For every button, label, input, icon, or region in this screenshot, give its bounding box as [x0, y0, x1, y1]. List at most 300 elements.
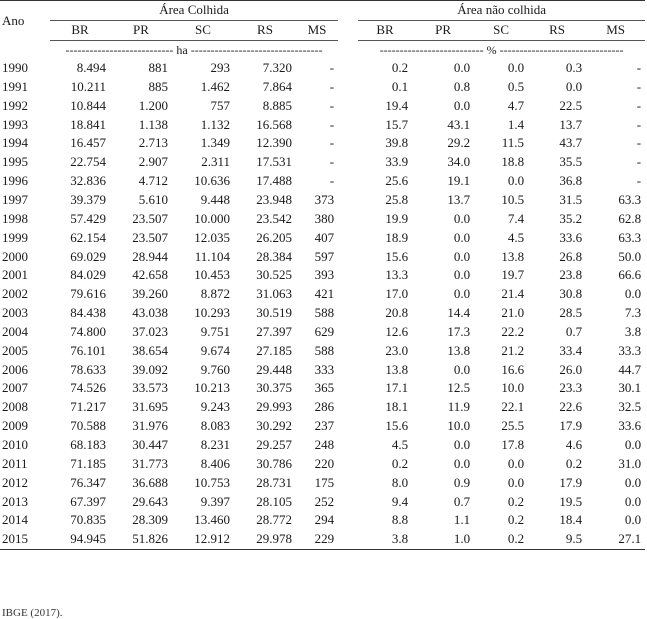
nao-colhida-cell: 22.6 — [559, 399, 583, 415]
col-header: MS — [296, 20, 338, 40]
table-row — [0, 228, 645, 247]
nao-colhida-cell: 0.0 — [507, 474, 525, 490]
nao-colhida-cell: 0.0 — [624, 436, 642, 452]
colhida-cell: 30.525 — [256, 267, 292, 283]
source-note: IBGE (2017). — [2, 607, 63, 619]
nao-colhida-cell: 4.5 — [391, 436, 409, 452]
gap-cell — [338, 228, 358, 247]
colhida-cell: 29.643 — [132, 493, 168, 509]
year-cell: 1992 — [2, 97, 28, 113]
colhida-cell: 294 — [314, 512, 335, 528]
table-row — [0, 134, 645, 153]
nao-colhida-cell: 13.3 — [385, 267, 409, 283]
colhida-cell: 70.835 — [70, 512, 106, 528]
colhida-cell: - — [329, 154, 335, 170]
nao-colhida-cell: 3.8 — [358, 530, 412, 549]
colhida-cell: - — [329, 78, 335, 94]
nao-colhida-cell: 0.0 — [453, 229, 471, 245]
table-row — [0, 266, 645, 285]
colhida-cell: 84.438 — [70, 305, 106, 321]
colhida-cell: 8.083 — [200, 418, 230, 434]
colhida-cell: 39.260 — [132, 286, 168, 302]
nao-colhida-cell: 25.8 — [385, 192, 409, 208]
table-row — [0, 436, 645, 455]
colhida-cell: 229 — [296, 530, 338, 549]
nao-colhida-cell: 0.0 — [453, 60, 471, 76]
gap-cell — [338, 20, 358, 40]
nao-colhida-cell: - — [636, 154, 642, 170]
nao-colhida-cell: 19.4 — [385, 97, 409, 113]
colhida-cell: 237 — [314, 418, 335, 434]
nao-colhida-cell: 34.0 — [447, 154, 471, 170]
colhida-cell: 18.841 — [70, 116, 106, 132]
nao-colhida-cell: 21.2 — [501, 342, 525, 358]
year-cell: 1991 — [2, 78, 28, 94]
colhida-cell: 10.636 — [194, 173, 230, 189]
colhida-cell: 10.211 — [70, 78, 106, 94]
colhida-cell: 380 — [314, 210, 335, 226]
nao-colhida-cell: 26.8 — [559, 248, 583, 264]
colhida-cell: 629 — [314, 323, 335, 339]
colhida-cell: 28.384 — [256, 248, 292, 264]
nao-colhida-cell: 0.0 — [453, 436, 471, 452]
nao-colhida-cell: 12.6 — [385, 323, 409, 339]
colhida-cell: 23.948 — [256, 192, 292, 208]
nao-colhida-cell: 15.7 — [385, 116, 409, 132]
colhida-cell: 10.213 — [194, 380, 230, 396]
nao-colhida-cell: 62.8 — [618, 210, 642, 226]
colhida-cell: 365 — [314, 380, 335, 396]
nao-colhida-cell: 0.0 — [507, 60, 525, 76]
group-header-nao-colhida: Área não colhida — [358, 1, 645, 21]
nao-colhida-cell: 19.9 — [385, 210, 409, 226]
nao-colhida-cell: 32.5 — [618, 399, 642, 415]
nao-colhida-cell: 17.8 — [501, 436, 525, 452]
table-row — [0, 78, 645, 97]
colhida-cell: - — [329, 173, 335, 189]
year-cell: 2005 — [2, 342, 28, 358]
nao-colhida-cell: 13.8 — [501, 248, 525, 264]
nao-colhida-cell: 23.8 — [559, 267, 583, 283]
nao-colhida-cell: - — [636, 116, 642, 132]
nao-colhida-cell: 13.8 — [447, 342, 471, 358]
colhida-cell: 4.712 — [138, 173, 168, 189]
nao-colhida-cell: 7.3 — [624, 305, 642, 321]
year-cell: 1998 — [2, 210, 28, 226]
gap-cell — [338, 323, 358, 342]
colhida-cell: 2.311 — [201, 154, 230, 170]
nao-colhida-cell: 7.4 — [507, 210, 525, 226]
table-row — [0, 323, 645, 342]
colhida-cell: 10.844 — [70, 97, 106, 113]
nao-colhida-cell: 0.2 — [507, 512, 525, 528]
nao-colhida-cell: 50.0 — [618, 248, 642, 264]
colhida-cell: 588 — [314, 342, 335, 358]
ano-header: Ano — [0, 1, 50, 41]
colhida-cell: 31.063 — [256, 286, 292, 302]
gap-cell — [338, 473, 358, 492]
colhida-cell: 373 — [314, 192, 335, 208]
nao-colhida-cell: 10.0 — [501, 380, 525, 396]
nao-colhida-cell: 19.7 — [501, 267, 525, 283]
colhida-cell: 67.397 — [70, 493, 106, 509]
colhida-cell: 78.633 — [70, 361, 106, 377]
nao-colhida-cell: 0.0 — [624, 512, 642, 528]
col-header: BR — [50, 20, 110, 40]
nao-colhida-cell: 18.1 — [385, 399, 409, 415]
nao-colhida-cell: 0.2 — [391, 60, 409, 76]
col-header: BR — [358, 20, 412, 40]
nao-colhida-cell: 21.4 — [501, 286, 525, 302]
table-row — [0, 247, 645, 266]
nao-colhida-cell: 35.5 — [559, 154, 583, 170]
colhida-cell: 76.101 — [70, 342, 106, 358]
table-row — [0, 191, 645, 210]
colhida-cell: 7.864 — [262, 78, 292, 94]
nao-colhida-cell: 29.2 — [447, 135, 471, 151]
colhida-cell: 7.320 — [262, 60, 292, 76]
nao-colhida-cell: 0.0 — [624, 474, 642, 490]
nao-colhida-cell: 63.3 — [618, 192, 642, 208]
gap-cell — [338, 59, 358, 78]
colhida-cell: 37.023 — [132, 323, 168, 339]
colhida-cell: 17.531 — [256, 154, 292, 170]
colhida-cell: 29.448 — [256, 361, 292, 377]
colhida-cell: 1.138 — [138, 116, 168, 132]
nao-colhida-cell: 4.6 — [565, 436, 583, 452]
nao-colhida-cell: 35.2 — [559, 210, 583, 226]
colhida-cell: 32.836 — [70, 173, 106, 189]
nao-colhida-cell: 66.6 — [618, 267, 642, 283]
year-cell: 1996 — [2, 173, 28, 189]
unit-row — [0, 40, 645, 59]
colhida-cell: 29.257 — [256, 436, 292, 452]
table-row — [0, 398, 645, 417]
nao-colhida-cell: 17.0 — [385, 286, 409, 302]
col-header: PR — [412, 20, 474, 40]
colhida-cell: 407 — [314, 229, 335, 245]
nao-colhida-cell: 0.5 — [507, 78, 525, 94]
nao-colhida-cell: 0.2 — [391, 455, 409, 471]
nao-colhida-cell: 9.5 — [528, 530, 586, 549]
nao-colhida-cell: 28.5 — [559, 305, 583, 321]
colhida-cell: 28.731 — [256, 474, 292, 490]
colhida-cell: 70.588 — [70, 418, 106, 434]
colhida-cell: 8.231 — [200, 436, 230, 452]
colhida-cell: 27.397 — [256, 323, 292, 339]
colhida-cell: 28.772 — [256, 512, 292, 528]
colhida-cell: 30.447 — [132, 436, 168, 452]
nao-colhida-cell: 44.7 — [618, 361, 642, 377]
nao-colhida-cell: 39.8 — [385, 135, 409, 151]
colhida-cell: 31.695 — [132, 399, 168, 415]
colhida-cell: 885 — [148, 78, 168, 94]
colhida-cell: 30.375 — [256, 380, 292, 396]
colhida-cell: 175 — [314, 474, 335, 490]
gap-cell — [338, 436, 358, 455]
nao-colhida-cell: 13.7 — [447, 192, 471, 208]
colhida-cell: 28.309 — [132, 512, 168, 528]
colhida-cell: - — [329, 116, 335, 132]
gap-cell — [338, 153, 358, 172]
nao-colhida-cell: 13.7 — [559, 116, 583, 132]
colhida-cell: 76.347 — [70, 474, 106, 490]
nao-colhida-cell: 0.7 — [565, 323, 583, 339]
nao-colhida-cell: 9.4 — [391, 493, 409, 509]
gap-cell — [338, 78, 358, 97]
colhida-cell: 31.976 — [132, 418, 168, 434]
gap-cell — [338, 247, 358, 266]
nao-colhida-cell: 12.5 — [447, 380, 471, 396]
nao-colhida-cell: 22.2 — [501, 323, 525, 339]
colhida-cell: - — [329, 97, 335, 113]
colhida-cell: 881 — [148, 60, 168, 76]
colhida-cell: 9.243 — [200, 399, 230, 415]
colhida-cell: 71.185 — [70, 455, 106, 471]
colhida-cell: 33.573 — [132, 380, 168, 396]
nao-colhida-cell: 0.2 — [507, 493, 525, 509]
colhida-cell: 10.753 — [194, 474, 230, 490]
colhida-cell: 31.773 — [132, 455, 168, 471]
colhida-cell: 51.826 — [110, 530, 172, 549]
nao-colhida-cell: 0.0 — [507, 173, 525, 189]
nao-colhida-cell: 22.1 — [501, 399, 525, 415]
year-cell: 1993 — [2, 116, 28, 132]
nao-colhida-cell: 0.0 — [453, 248, 471, 264]
year-cell: 2010 — [2, 436, 28, 452]
colhida-cell: 10.000 — [194, 210, 230, 226]
colhida-cell: 28.944 — [132, 248, 168, 264]
col-header: PR — [110, 20, 172, 40]
nao-colhida-cell: 10.0 — [447, 418, 471, 434]
colhida-cell: 94.945 — [50, 530, 110, 549]
year-cell: 1995 — [2, 154, 28, 170]
nao-colhida-cell: 63.3 — [618, 229, 642, 245]
year-cell: 2012 — [2, 474, 28, 490]
unit-percent: -------------------------- % ------------------------------- — [379, 42, 624, 57]
colhida-cell: 10.293 — [194, 305, 230, 321]
nao-colhida-cell: 43.1 — [447, 116, 471, 132]
colhida-cell: 8.406 — [200, 455, 230, 471]
colhida-cell: 39.092 — [132, 361, 168, 377]
nao-colhida-cell: 0.2 — [474, 530, 528, 549]
gap-cell — [338, 304, 358, 323]
colhida-cell: 1.200 — [138, 97, 168, 113]
nao-colhida-cell: 23.0 — [385, 342, 409, 358]
nao-colhida-cell: 0.0 — [453, 286, 471, 302]
nao-colhida-cell: 0.0 — [565, 78, 583, 94]
nao-colhida-cell: 0.0 — [453, 361, 471, 377]
colhida-cell: 22.754 — [70, 154, 106, 170]
colhida-cell: 2.713 — [138, 135, 168, 151]
nao-colhida-cell: 15.6 — [385, 248, 409, 264]
year-cell: 1994 — [2, 135, 28, 151]
gap-cell — [338, 398, 358, 417]
colhida-cell: 248 — [314, 436, 335, 452]
year-cell: 2003 — [2, 305, 28, 321]
colhida-cell: 12.035 — [194, 229, 230, 245]
col-header: MS — [586, 20, 645, 40]
nao-colhida-cell: 0.0 — [453, 97, 471, 113]
table-row — [0, 115, 645, 134]
table-row — [0, 360, 645, 379]
colhida-cell: 757 — [210, 97, 230, 113]
nao-colhida-cell: 18.9 — [385, 229, 409, 245]
nao-colhida-cell: 0.8 — [453, 78, 471, 94]
gap-cell — [338, 511, 358, 530]
year-cell: 2006 — [2, 361, 28, 377]
year-cell: 2014 — [2, 512, 28, 528]
nao-colhida-cell: 0.0 — [453, 267, 471, 283]
table-row — [0, 304, 645, 323]
nao-colhida-cell: 1.4 — [507, 116, 525, 132]
gap-cell — [338, 115, 358, 134]
nao-colhida-cell: 13.8 — [385, 361, 409, 377]
group-header-colhida: Área Colhida — [50, 1, 338, 21]
colhida-cell: 286 — [314, 399, 335, 415]
year-cell: 2007 — [2, 380, 28, 396]
nao-colhida-cell: 20.8 — [385, 305, 409, 321]
colhida-cell: 36.688 — [132, 474, 168, 490]
nao-colhida-cell: 15.6 — [385, 418, 409, 434]
colhida-cell: 12.912 — [172, 530, 234, 549]
nao-colhida-cell: 8.8 — [391, 512, 409, 528]
colhida-cell: 23.542 — [256, 210, 292, 226]
nao-colhida-cell: 3.8 — [624, 323, 642, 339]
nao-colhida-cell: 26.0 — [559, 361, 583, 377]
nao-colhida-cell: - — [636, 97, 642, 113]
nao-colhida-cell: 17.3 — [447, 323, 471, 339]
colhida-cell: 26.205 — [256, 229, 292, 245]
year-cell: 2015 — [0, 530, 50, 549]
table-row — [0, 59, 645, 78]
year-cell: 2001 — [2, 267, 28, 283]
nao-colhida-cell: - — [636, 173, 642, 189]
colhida-cell: 5.610 — [138, 192, 168, 208]
table-body — [0, 59, 645, 549]
nao-colhida-cell: 17.1 — [385, 380, 409, 396]
table-row — [0, 473, 645, 492]
gap-cell — [338, 492, 358, 511]
table-row — [0, 153, 645, 172]
colhida-cell: 588 — [314, 305, 335, 321]
colhida-cell: 12.390 — [256, 135, 292, 151]
colhida-cell: 393 — [314, 267, 335, 283]
nao-colhida-cell: 17.9 — [559, 474, 583, 490]
nao-colhida-cell: 19.5 — [559, 493, 583, 509]
gap-cell — [338, 266, 358, 285]
nao-colhida-cell: - — [636, 78, 642, 94]
nao-colhida-cell: 0.9 — [453, 474, 471, 490]
nao-colhida-cell: 16.6 — [501, 361, 525, 377]
colhida-cell: 27.185 — [256, 342, 292, 358]
colhida-cell: 597 — [314, 248, 335, 264]
colhida-cell: 23.507 — [132, 210, 168, 226]
colhida-cell: 69.029 — [70, 248, 106, 264]
colhida-cell: 2.907 — [138, 154, 168, 170]
colhida-cell: 1.132 — [200, 116, 230, 132]
gap-cell — [338, 530, 358, 549]
colhida-cell: 28.105 — [256, 493, 292, 509]
nao-colhida-cell: 11.9 — [447, 399, 471, 415]
nao-colhida-cell: 0.0 — [453, 455, 471, 471]
nao-colhida-cell: 4.7 — [507, 97, 525, 113]
colhida-cell: 252 — [314, 493, 335, 509]
colhida-cell: 11.104 — [194, 248, 230, 264]
nao-colhida-cell: 0.0 — [507, 455, 525, 471]
colhida-cell: 1.462 — [200, 78, 230, 94]
colhida-cell: 43.038 — [132, 305, 168, 321]
nao-colhida-cell: 36.8 — [559, 173, 583, 189]
colhida-cell: 38.654 — [132, 342, 168, 358]
nao-colhida-cell: 14.4 — [447, 305, 471, 321]
nao-colhida-cell: 1.1 — [453, 512, 471, 528]
table-row — [0, 172, 645, 191]
colhida-cell: 8.494 — [76, 60, 106, 76]
colhida-cell: 8.872 — [200, 286, 230, 302]
nao-colhida-cell: 33.9 — [385, 154, 409, 170]
nao-colhida-cell: 33.6 — [618, 418, 642, 434]
gap-cell — [338, 1, 358, 21]
colhida-cell: 74.800 — [70, 323, 106, 339]
nao-colhida-cell: 17.9 — [559, 418, 583, 434]
colhida-cell: 71.217 — [70, 399, 106, 415]
gap-cell — [338, 360, 358, 379]
colhida-cell: 9.674 — [200, 342, 230, 358]
year-cell: 1990 — [2, 60, 28, 76]
unit-ha: --------------------------- ha --------------------------------- — [65, 42, 323, 57]
gap-cell — [338, 209, 358, 228]
nao-colhida-cell: 33.4 — [559, 342, 583, 358]
nao-colhida-cell: 0.1 — [391, 78, 409, 94]
nao-colhida-cell: 18.4 — [559, 512, 583, 528]
nao-colhida-cell: 33.6 — [559, 229, 583, 245]
table-row — [0, 417, 645, 436]
nao-colhida-cell: 1.0 — [412, 530, 474, 549]
colhida-cell: 62.154 — [70, 229, 106, 245]
colhida-cell: - — [329, 60, 335, 76]
nao-colhida-cell: 27.1 — [586, 530, 645, 549]
colhida-cell: 84.029 — [70, 267, 106, 283]
nao-colhida-cell: 11.5 — [501, 135, 525, 151]
nao-colhida-cell: 0.2 — [565, 455, 583, 471]
gap-cell — [338, 454, 358, 473]
colhida-cell: 10.453 — [194, 267, 230, 283]
col-header: SC — [474, 20, 528, 40]
table-row — [0, 341, 645, 360]
year-cell: 2000 — [2, 248, 28, 264]
colhida-cell: 29.978 — [234, 530, 296, 549]
colhida-cell: 30.292 — [256, 418, 292, 434]
colhida-cell: 30.519 — [256, 305, 292, 321]
colhida-cell: 17.488 — [256, 173, 292, 189]
year-cell: 1999 — [2, 229, 28, 245]
col-header: SC — [172, 20, 234, 40]
nao-colhida-cell: 0.0 — [453, 210, 471, 226]
nao-colhida-cell: 30.1 — [618, 380, 642, 396]
nao-colhida-cell: 0.3 — [565, 60, 583, 76]
group-header-row — [0, 1, 645, 21]
colhida-cell: 68.183 — [70, 436, 106, 452]
year-cell: 2002 — [2, 286, 28, 302]
nao-colhida-cell: 23.3 — [559, 380, 583, 396]
year-cell: 2004 — [2, 323, 28, 339]
nao-colhida-cell: - — [636, 135, 642, 151]
nao-colhida-cell: 25.5 — [501, 418, 525, 434]
colhida-cell: 421 — [314, 286, 335, 302]
gap-cell — [338, 96, 358, 115]
nao-colhida-cell: 10.5 — [501, 192, 525, 208]
